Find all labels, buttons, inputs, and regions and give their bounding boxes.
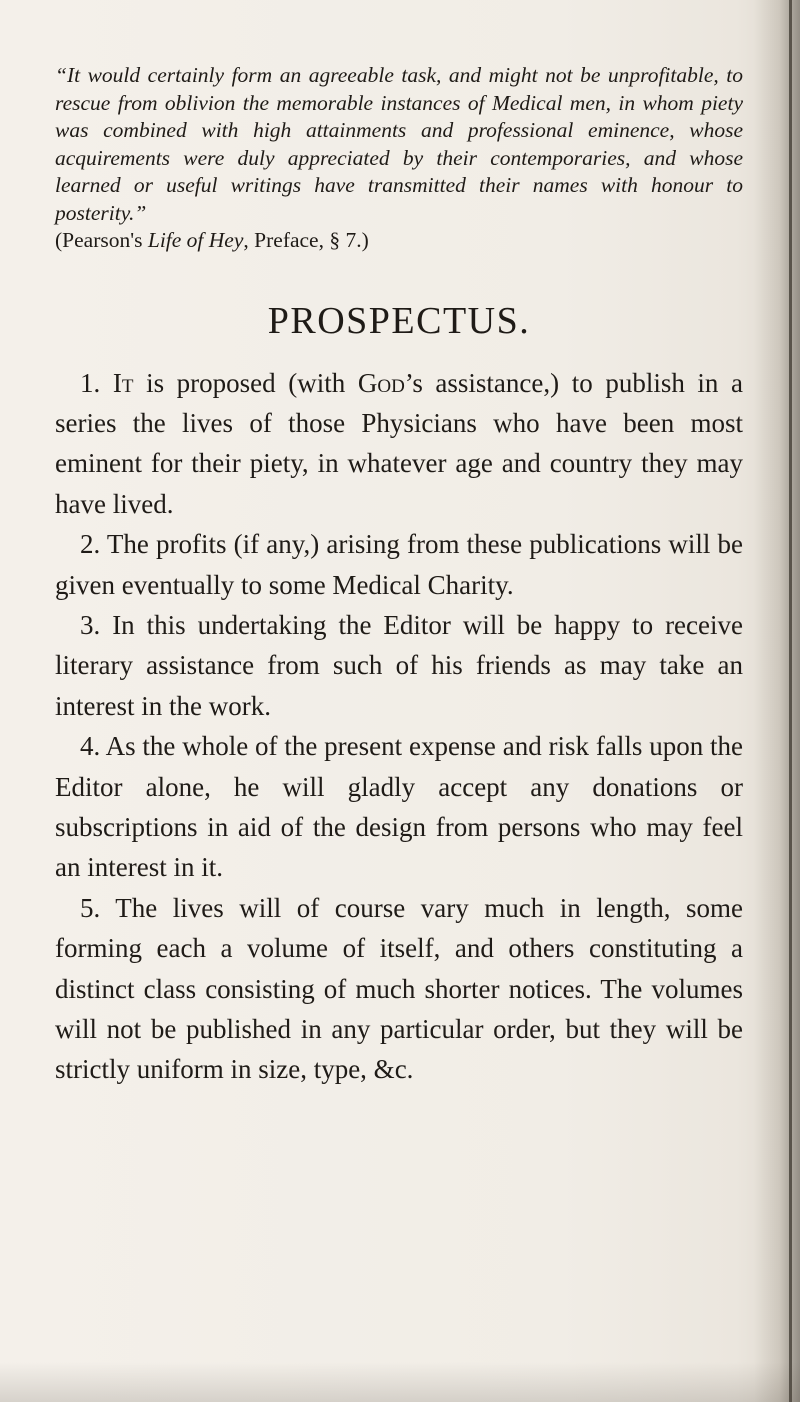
epigraph-source [55, 227, 743, 255]
prospectus-item-2: 2. The profits (if any,) arising from these publications will be given eventually to some Medical Charity. [55, 529, 743, 600]
prospectus-item-4: 4. As the whole of the present expense and risk falls upon the Editor alone, he will gladly accept any donations or subscriptions in aid of the design from persons who may feel an interest in it. [55, 731, 743, 883]
source-rest: , Preface, § 7.) [243, 228, 369, 252]
source-open: (Pearson's [55, 228, 148, 252]
prospectus-item-5: 5. The lives will of course vary much in length, some forming each a volume of itself, and others constituting a distinct class consisting of much shorter notices. The volumes will not be published in any particular order, but they will be strictly uniform in size, type, &c. [55, 892, 743, 1085]
item-lead-word: It [112, 367, 134, 398]
page-edge-shadow [754, 0, 800, 1402]
prospectus-item-1 [55, 363, 743, 525]
page-edge-line [789, 0, 792, 1402]
page-bottom-shadow [0, 1362, 800, 1402]
epigraph-quote: “It would certainly form an agreeable task, and might not be unprofitable, to rescue from oblivion the memorable instances of Medical men, in whom piety was combined with high attainments and professional eminence, whose acquirements were duly appreciated by their contemporaries, and whose learned or useful writings have transmitted their names with honour to posterity.” [55, 63, 743, 225]
item-text-part: is proposed (with [133, 367, 358, 398]
prospectus-item-3: 3. In this undertaking the Editor will be happy to receive literary assistance from such of his friends as may take an interest in the work. [55, 609, 743, 721]
item-god-word: God [357, 367, 405, 398]
source-title: Life of Hey [147, 228, 244, 252]
page-title: PROSPECTUS. [267, 299, 531, 342]
page-content [55, 62, 743, 1090]
item-text-part: ’s assistance,) to publish in a series the lives of those Physicians who have been most eminent for their piety, in whatever age and country they may have lived. [55, 367, 744, 519]
item-number: 1. [80, 367, 101, 398]
